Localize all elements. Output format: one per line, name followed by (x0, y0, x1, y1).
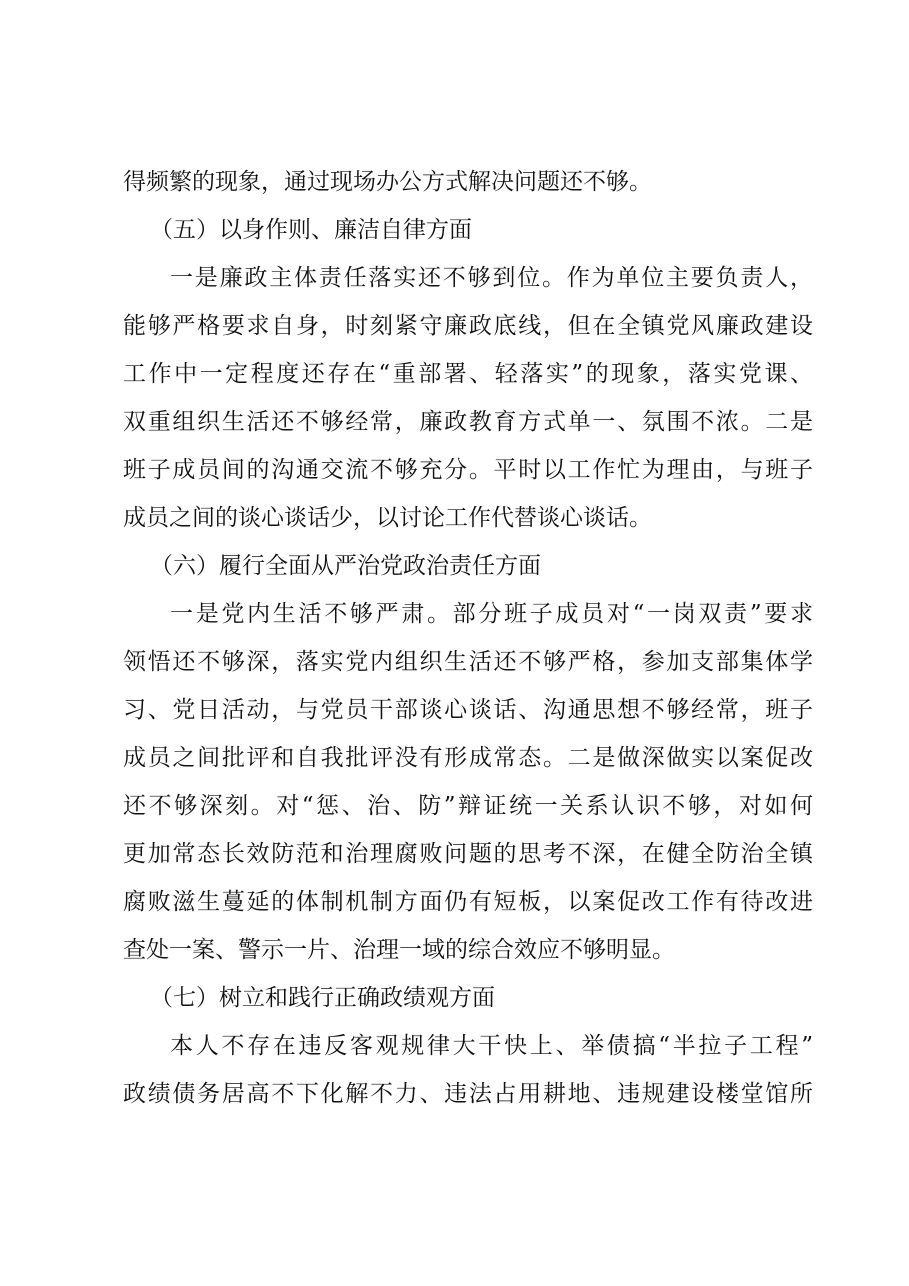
paragraph-line: 得频繁的现象，通过现场办公方式解决问题还不够。 (123, 169, 652, 195)
paragraph-line: 更加常态长效防范和治理腐败问题的思考不深，在健全防治全镇 (123, 841, 813, 867)
paragraph-line: 腐败滋生蔓延的体制机制方面仍有短板，以案促改工作有待改进 (123, 889, 813, 915)
paragraph-line: 一是廉政主体责任落实还不够到位。作为单位主要负责人， (170, 265, 813, 291)
section-heading-5: （五）以身作则、廉洁自律方面 (150, 217, 472, 243)
section-heading-6: （六）履行全面从严治党政治责任方面 (150, 553, 541, 579)
paragraph-line: 查处一案、警示一片、治理一域的综合效应不够明显。 (123, 937, 675, 963)
paragraph-line: 成员之间的谈心谈话少，以讨论工作代替谈心谈话。 (123, 505, 652, 531)
section-heading-7: （七）树立和践行正确政绩观方面 (150, 985, 495, 1011)
paragraph-line: 一是党内生活不够严肃。部分班子成员对“一岗双责”要求 (170, 601, 813, 627)
paragraph-line: 习、党日活动，与党员干部谈心谈话、沟通思想不够经常，班子 (123, 697, 813, 723)
paragraph-line: 能够严格要求自身，时刻紧守廉政底线，但在全镇党风廉政建设 (123, 313, 813, 339)
paragraph-line: 政绩债务居高不下化解不力、违法占用耕地、违规建设楼堂馆所 (123, 1081, 813, 1107)
paragraph-line: 还不够深刻。对“惩、治、防”辩证统一关系认识不够，对如何 (123, 793, 813, 819)
paragraph-line: 班子成员间的沟通交流不够充分。平时以工作忙为理由，与班子 (123, 457, 813, 483)
paragraph-line: 领悟还不够深，落实党内组织生活还不够严格，参加支部集体学 (123, 649, 813, 675)
paragraph-line: 成员之间批评和自我批评没有形成常态。二是做深做实以案促改 (123, 745, 813, 771)
paragraph-line: 本人不存在违反客观规律大干快上、举债搞“半拉子工程” (170, 1033, 813, 1059)
paragraph-line: 双重组织生活还不够经常，廉政教育方式单一、氛围不浓。二是 (123, 409, 813, 435)
paragraph-line: 工作中一定程度还存在“重部署、轻落实”的现象，落实党课、 (123, 361, 813, 387)
